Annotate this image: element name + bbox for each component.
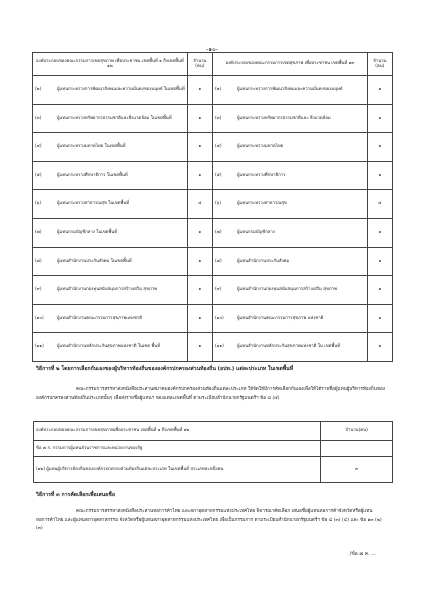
item-text: ผู้แทนกระทรวงทรัพยากรธรรมชาติและ สิ่งแวดล้อม — [236, 115, 331, 121]
item-text: ผู้แทนสำนักงานกองทุนสนับสนุนการสร้างเสริม สุขภาพ — [57, 287, 157, 293]
item-number: (๑๑) — [214, 344, 224, 350]
item-number: (๒) — [214, 87, 222, 93]
left-count: ๑ — [187, 161, 212, 190]
item-text: ผู้แทนสำนักงานหลักประกันสุขภาพแห่งชาติ ในเขต พื้นที่ — [57, 344, 161, 350]
item-number: (๓) — [35, 115, 42, 121]
table-row — [34, 440, 393, 456]
row-count: ๓ — [321, 456, 393, 482]
item-text: ผู้แทนกระทรวงศึกษาธิการ ในเขตพื้นที่ — [57, 172, 128, 178]
header-left-count: จำนวน (คน) — [187, 53, 212, 76]
item-text: ผู้แทนสำนักงานหลักประกันสุขภาพแห่งชาติ ใน เขตพื้นที่ — [236, 344, 341, 350]
left-count: ๑ — [187, 133, 212, 162]
table-row — [33, 333, 393, 362]
right-count: ๑ — [367, 304, 392, 333]
left-count: ๑ — [187, 304, 212, 333]
item-text: ผู้แทนสำนักงานคณะกรรมการสุขภาพ แห่งชาติ — [236, 315, 324, 321]
item-text: ผู้แทนกรมบัญชีกลาง ในเขตพื้นที่ — [57, 230, 118, 236]
left-count: ๑ — [187, 218, 212, 247]
right-count: ๑ — [367, 104, 392, 133]
item-number: (๕) — [35, 172, 42, 178]
right-count: ๑ — [367, 333, 392, 362]
right-count: ๑ — [367, 133, 392, 162]
item-text: ผู้แทนสำนักงานประกันสังคม — [236, 258, 290, 264]
item-text: ผู้แทนกระทรวงมหาดไทย — [236, 144, 284, 150]
left-item — [33, 190, 188, 219]
left-count: ๑ — [187, 76, 212, 105]
item-number: (๙) — [35, 287, 42, 293]
item-number: (๒) — [35, 87, 42, 93]
item-text: ผู้แทนกระทรวงสาธารณสุข — [236, 201, 287, 207]
row-text: ข้อ ๗ ก. กรรมการผู้แทนส่วนราชการและหน่วยงานของรัฐ — [34, 440, 321, 456]
row-text: (๑๒) ผู้แทนผู้บริหารท้องถิ่นขององค์กรปกครองส่วนท้องถิ่นแต่ละประเภท ในเขตพื้นที่ ประเภทละหนึ่งคน — [34, 456, 321, 482]
item-number: (๓) — [214, 115, 222, 121]
left-count: ๑ — [187, 333, 212, 362]
right-item — [212, 104, 367, 133]
right-item — [212, 161, 367, 190]
item-text: ผู้แทนกระทรวงทรัพยากรธรรมชาติและสิ่งแวดล้อม ในเขตพื้นที่ — [57, 115, 172, 121]
right-count: ๑ — [367, 276, 392, 305]
table-row — [33, 304, 393, 333]
item-number: (๖) — [35, 201, 42, 207]
item-text: ผู้แทนกระทรวงศึกษาธิการ — [236, 172, 286, 178]
item-number: (๗) — [214, 230, 222, 236]
right-count: ๑ — [367, 247, 392, 276]
item-number: (๖) — [214, 201, 222, 207]
left-item — [33, 304, 188, 333]
table-row — [33, 190, 393, 219]
header-count: จำนวน(คน) — [321, 422, 393, 441]
table-header-row — [34, 422, 393, 441]
item-number: (๘) — [35, 258, 42, 264]
item-number: (๑๐) — [35, 315, 44, 321]
right-item — [212, 304, 367, 333]
right-item — [212, 247, 367, 276]
item-number: (๗) — [35, 230, 42, 236]
header-org: องค์ประกอบของคณะกรรมการเขตสุขภาพเพื่อประชาชน เขตพื้นที่ ๑ ถึงเขตพื้นที่ ๑๒ — [34, 422, 321, 441]
header-right-org: องค์ประกอบของคณะกรรมการเขตสุขภาพ เพื่อประชาชน เขตพื้นที่ ๑๓ — [212, 53, 367, 76]
item-text: ผู้แทนกรมบัญชีกลาง — [236, 230, 275, 236]
section-3-paragraph: คณะกรรมการสรรหาส่งหนังสือประสานหอการค้าไทย และสภาอุตสาหกรรมแห่งประเทศไทย พิจารณาคัดเลือก เสนอชื่อผู้แทนหอการค้าจังหวัดหรือผู้แทนหอการค้าไทย และผู้แทนสภาอุตสาหกรรม จังหวัดหรือผู้แทนสภาอุตสาหกรรมแห่งประเทศไทย เพื่อเป็นกรรมการ ตามระเบียบสำนักนายกรัฐมนตรีฯ ข้อ ๘ (๓) (๔) และ ข้อ ๑๓ (๒) (๓) — [36, 509, 382, 532]
left-item — [33, 333, 188, 362]
left-item — [33, 76, 188, 105]
right-count: ๔ — [367, 190, 392, 219]
header-left-org: องค์ประกอบของคณะกรรมการเขตสุขภาพ เพื่อประชาชน เขตพื้นที่ ๑ ถึงเขตพื้นที่ ๑๒ — [33, 53, 188, 76]
left-item — [33, 276, 188, 305]
right-count: ๑ — [367, 161, 392, 190]
item-text: ผู้แทนกระทรวงมหาดไทย ในเขตพื้นที่ — [57, 144, 126, 150]
left-item — [33, 247, 188, 276]
left-count: ๑ — [187, 247, 212, 276]
item-number: (๑๐) — [214, 315, 224, 321]
right-item — [212, 276, 367, 305]
composition-table-1 — [32, 52, 393, 362]
item-number: (๙) — [214, 287, 222, 293]
right-count: ๑ — [367, 76, 392, 105]
right-item — [212, 133, 367, 162]
item-text: ผู้แทนกระทรวงการพัฒนาสังคมและความมั่นคงของมนุษย์ ในเขตพื้นที่ — [57, 87, 185, 93]
item-number: (๔) — [214, 144, 222, 150]
item-number: (๑๑) — [35, 344, 44, 350]
left-item — [33, 104, 188, 133]
left-item — [33, 218, 188, 247]
left-item — [33, 161, 188, 190]
table-row — [33, 218, 393, 247]
right-item — [212, 190, 367, 219]
table-row — [33, 133, 393, 162]
item-text: ผู้แทนสำนักงานกองทุนสนับสนุนการสร้างเสริม สุขภาพ — [236, 287, 337, 293]
item-number: (๔) — [35, 144, 42, 150]
row-count — [321, 440, 393, 456]
left-count: ๑ — [187, 104, 212, 133]
section-2-paragraph: คณะกรรมการสรรหาส่งหนังสือประสานสมาคมองค์กรปกครองส่วนท้องถิ่นแต่ละประเภท ให้จัดให้มีการคัดเลือกกันเองเพื่อให้ได้รายชื่อผู้แทนผู้บริหารท้องถิ่นขององค์กรปกครองส่วนท้องถิ่นประเภทนั้นๆ เพื่อส่งรายชื่อผู้แทนฯ ของแต่ละเขตพื้นที่ ตามระเบียบสำนักนายกรัฐมนตรีฯ ข้อ ๘ (๕) — [36, 387, 385, 401]
table-row — [33, 76, 393, 105]
section-2-heading: วิธีการที่ ๒ โดยการเลือกกันเองของผู้บริหารท้องถิ่นขององค์กรปกครองส่วนท้องถิ่น (อปท.) แต่ละประเภท ในเขตพื้นที่ — [36, 366, 294, 372]
left-count: ๑ — [187, 276, 212, 305]
left-item — [33, 133, 188, 162]
right-count: ๑ — [367, 218, 392, 247]
table-row — [33, 247, 393, 276]
table-row — [33, 104, 393, 133]
composition-table-2 — [33, 421, 393, 483]
right-item — [212, 333, 367, 362]
continuation-note: /ข้อ ๗ ค. ... — [349, 551, 376, 557]
item-number: (๕) — [214, 172, 222, 178]
item-text: ผู้แทนกระทรวงการพัฒนาสังคมและความมั่นคงของมนุษย์ — [236, 87, 343, 93]
item-text: ผู้แทนสำนักงานประกันสังคม ในเขตพื้นที่ — [57, 258, 132, 264]
page-number: -๑๐- — [206, 46, 218, 53]
right-item — [212, 76, 367, 105]
item-text: ผู้แทนกระทรวงสาธารณสุข ในเขตพื้นที่ — [57, 201, 130, 207]
header-right-count: จำนวน (คน) — [367, 53, 392, 76]
table-row — [34, 456, 393, 482]
table-row — [33, 276, 393, 305]
left-count: ๔ — [187, 190, 212, 219]
item-text: ผู้แทนสำนักงานคณะกรรมการสุขภาพแห่งชาติ — [57, 315, 143, 321]
section-3-heading: วิธีการที่ ๓ การคัดเลือกเพื่อเสนอชื่อ — [36, 492, 115, 498]
right-item — [212, 218, 367, 247]
table-row — [33, 161, 393, 190]
table-header-row — [33, 53, 393, 76]
item-number: (๘) — [214, 258, 222, 264]
